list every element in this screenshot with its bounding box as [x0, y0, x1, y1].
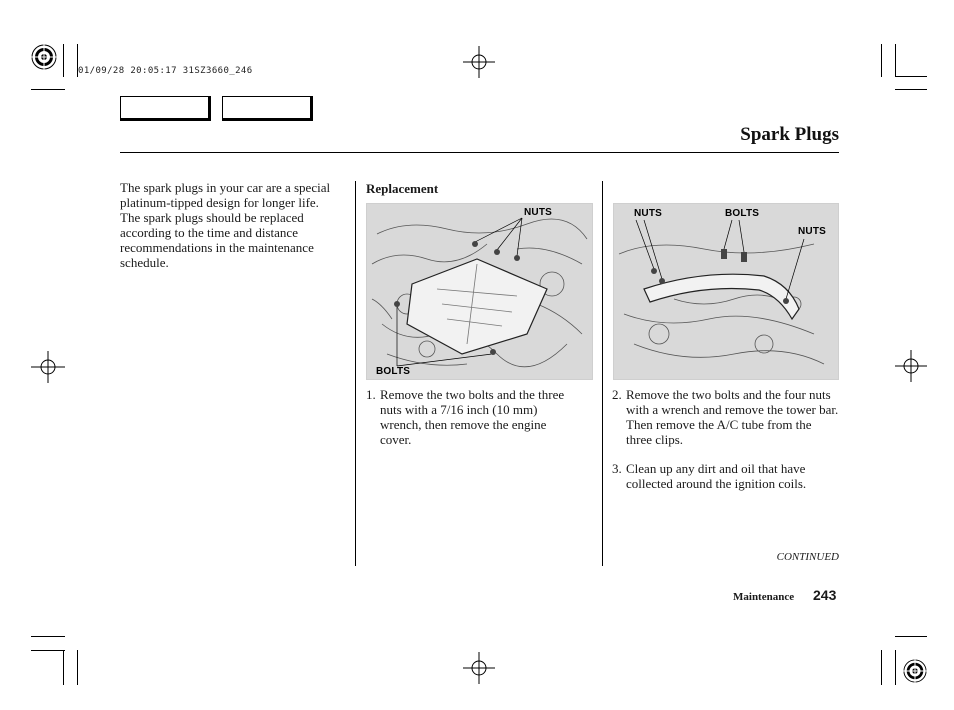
page-title: Spark Plugs [740, 124, 839, 145]
tower-bar-illustration [613, 203, 839, 380]
step-number: 1. [366, 387, 376, 402]
callout-bolts: BOLTS [725, 208, 760, 219]
step-number: 3. [612, 461, 622, 476]
callout-bolts: BOLTS [376, 366, 411, 377]
registration-mark-bottom-right [903, 659, 927, 683]
section-heading: Replacement [366, 181, 439, 196]
column-divider-1 [355, 181, 356, 566]
step-text: Remove the two bolts and the four nuts with a wrench and remove the tower bar. Then remove the A/C tube from the three clips. [626, 387, 839, 447]
continued-label: CONTINUED [776, 551, 839, 563]
crosshair-top-center [463, 46, 495, 78]
crosshair-left [31, 351, 65, 383]
crosshair-bottom-center [463, 652, 495, 684]
callout-nuts-left: NUTS [634, 208, 663, 219]
nav-tab-2[interactable] [222, 96, 313, 121]
print-stamp: 01/09/28 20:05:17 31SZ3660_246 [78, 66, 253, 76]
callout-nuts-right: NUTS [798, 226, 827, 237]
step-text: Remove the two bolts and the three nuts with a 7/16 inch (10 mm) wrench, then remove the engine cover. [380, 387, 565, 447]
registration-mark-top-left [31, 44, 57, 70]
step-1 [366, 388, 581, 448]
page-number: 243 [813, 587, 837, 603]
step-2 [612, 388, 840, 448]
title-rule [120, 152, 839, 153]
nav-tab-1[interactable] [120, 96, 211, 121]
step-text: Clean up any dirt and oil that have collected around the ignition coils. [626, 461, 807, 491]
crosshair-right [895, 350, 927, 382]
footer-section: Maintenance [733, 591, 795, 603]
column-divider-2 [602, 181, 603, 566]
step-3 [612, 462, 840, 492]
callout-nuts: NUTS [524, 207, 553, 218]
engine-cover-illustration [366, 203, 593, 380]
intro-paragraph: The spark plugs in your car are a special platinum-tipped design for longer life. The spark plugs should be replaced according to the time and distance recommendations in the maintenance schedule. [120, 180, 331, 270]
step-number: 2. [612, 387, 622, 402]
